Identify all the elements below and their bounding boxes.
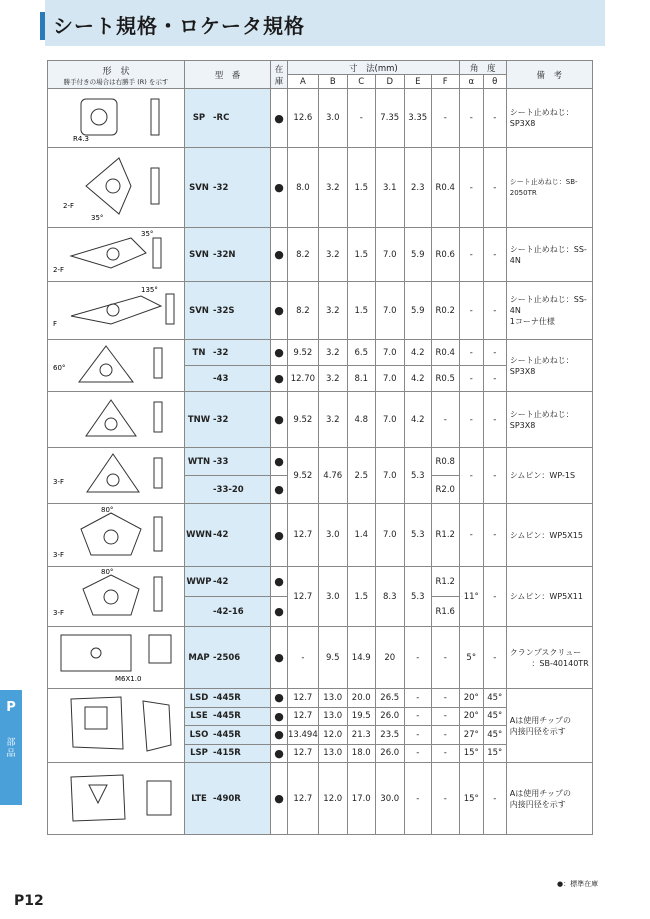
cell-e: 3.35 (404, 89, 431, 148)
header-dim-c: C (347, 75, 375, 89)
cell-theta: - (483, 448, 506, 504)
header-dim-a: A (288, 75, 319, 89)
stock-mark: ● (271, 148, 288, 228)
cell-b: 13.0 (318, 744, 347, 763)
cell-a: 8.0 (288, 148, 319, 228)
table-row (48, 567, 593, 597)
cell-theta: - (483, 392, 506, 448)
header-angle-theta: θ (483, 75, 506, 89)
header-angle: 角 度 (459, 61, 506, 75)
model-cell: -42-16 (185, 597, 271, 627)
remark-cell: シムピン：WP-1S (506, 448, 592, 504)
cell-alpha: 11° (459, 567, 483, 627)
side-tab-label: 部品 (6, 738, 16, 759)
cell-a: 8.2 (288, 282, 319, 340)
svg-text:2-F: 2-F (63, 202, 75, 210)
cell-c: 19.5 (347, 707, 375, 726)
cell-alpha: 15° (459, 744, 483, 763)
svg-text:80°: 80° (101, 568, 114, 576)
svg-text:M6X1.0: M6X1.0 (115, 675, 142, 683)
cell-e: 5.3 (404, 448, 431, 504)
remark-cell: Aは使用チップの 内接円径を示す (506, 689, 592, 763)
cell-b: 12.0 (318, 763, 347, 835)
cell-f: - (431, 707, 459, 726)
cell-e: 5.3 (404, 504, 431, 567)
table-row (48, 504, 593, 567)
remark-cell: シート止めねじ：SP3X8 (506, 89, 592, 148)
stock-mark: ● (271, 282, 288, 340)
cell-b: 3.2 (318, 392, 347, 448)
cell-d: 7.0 (375, 366, 404, 392)
remark-cell: シート止めねじ：SP3X8 (506, 392, 592, 448)
svg-text:35°: 35° (141, 230, 154, 238)
header-stock: 在 庫 (271, 61, 288, 89)
cell-f: R0.4 (431, 340, 459, 366)
table-row (48, 340, 593, 366)
cell-theta: - (483, 340, 506, 366)
cell-alpha: 20° (459, 689, 483, 708)
cell-c: 1.5 (347, 282, 375, 340)
cell-f: R1.6 (431, 597, 459, 627)
cell-c: 1.5 (347, 228, 375, 282)
cell-b: 3.0 (318, 567, 347, 627)
cell-theta: 45° (483, 726, 506, 745)
cell-f: - (431, 744, 459, 763)
page-number: P12 (14, 893, 44, 909)
cell-c: 14.9 (347, 627, 375, 689)
cell-b: 13.0 (318, 707, 347, 726)
cell-alpha: - (459, 366, 483, 392)
shape-map-diagram (48, 627, 185, 689)
cell-alpha: - (459, 89, 483, 148)
cell-a: 13.494 (288, 726, 319, 745)
cell-a: 12.7 (288, 763, 319, 835)
cell-d: 7.0 (375, 282, 404, 340)
cell-f: R0.4 (431, 148, 459, 228)
cell-d: 7.0 (375, 504, 404, 567)
model-cell: LSD -445R (185, 689, 271, 708)
cell-a: 12.7 (288, 504, 319, 567)
cell-b: 3.2 (318, 228, 347, 282)
stock-mark: ● (271, 744, 288, 763)
cell-e: - (404, 726, 431, 745)
cell-theta: - (483, 228, 506, 282)
header-dim-e: E (404, 75, 431, 89)
cell-b: 3.2 (318, 340, 347, 366)
cell-e: 4.2 (404, 340, 431, 366)
cell-f: - (431, 392, 459, 448)
shape-svn-diagram (48, 148, 185, 228)
table-row (48, 89, 593, 148)
cell-f: - (431, 763, 459, 835)
table-row (48, 282, 593, 340)
shape-tn-diagram (48, 340, 185, 392)
table-row (48, 392, 593, 448)
cell-theta: - (483, 148, 506, 228)
cell-c: 1.5 (347, 567, 375, 627)
stock-mark: ● (271, 476, 288, 504)
cell-alpha: - (459, 282, 483, 340)
cell-b: 3.0 (318, 89, 347, 148)
cell-f: R0.2 (431, 282, 459, 340)
model-cell: TNW -32 (185, 392, 271, 448)
cell-d: 7.0 (375, 392, 404, 448)
cell-theta: - (483, 366, 506, 392)
shape-sp-diagram (48, 89, 185, 148)
stock-mark: ● (271, 689, 288, 708)
table-row (48, 148, 593, 228)
cell-a: 9.52 (288, 340, 319, 366)
table-row (48, 689, 593, 708)
remark-cell: シムピン：WP5X11 (506, 567, 592, 627)
header-angle-alpha: α (459, 75, 483, 89)
cell-c: 17.0 (347, 763, 375, 835)
cell-e: 5.9 (404, 228, 431, 282)
cell-e: - (404, 627, 431, 689)
shape-svn-n-diagram (48, 228, 185, 282)
footnote: ●：標準在庫 (557, 880, 599, 888)
cell-d: 23.5 (375, 726, 404, 745)
stock-mark: ● (271, 448, 288, 476)
cell-a: 12.7 (288, 567, 319, 627)
cell-d: 8.3 (375, 567, 404, 627)
cell-alpha: 20° (459, 707, 483, 726)
svg-text:60°: 60° (53, 364, 66, 372)
cell-c: - (347, 89, 375, 148)
model-cell: SVN -32S (185, 282, 271, 340)
cell-a: 9.52 (288, 448, 319, 504)
cell-b: 12.0 (318, 726, 347, 745)
cell-theta: - (483, 627, 506, 689)
model-cell: TN -32 (185, 340, 271, 366)
cell-e: 5.3 (404, 567, 431, 627)
cell-b: 4.76 (318, 448, 347, 504)
cell-e: - (404, 763, 431, 835)
header-dim-b: B (318, 75, 347, 89)
cell-a: - (288, 627, 319, 689)
shape-tnw-diagram (48, 392, 185, 448)
cell-alpha: - (459, 448, 483, 504)
stock-mark: ● (271, 504, 288, 567)
spec-table (47, 60, 593, 835)
stock-mark: ● (271, 597, 288, 627)
cell-d: 26.5 (375, 689, 404, 708)
header-dim-d: D (375, 75, 404, 89)
cell-c: 21.3 (347, 726, 375, 745)
table-row (48, 627, 593, 689)
model-cell: LSE -445R (185, 707, 271, 726)
svg-text:135°: 135° (141, 286, 158, 294)
cell-alpha: - (459, 148, 483, 228)
cell-a: 12.70 (288, 366, 319, 392)
cell-d: 7.35 (375, 89, 404, 148)
shape-svn-s-diagram (48, 282, 185, 340)
cell-b: 9.5 (318, 627, 347, 689)
stock-mark: ● (271, 89, 288, 148)
svg-text:F: F (53, 320, 58, 328)
table-row (48, 763, 593, 835)
header-shape: 形 状 勝手付きの場合は右勝手 (R) を示す (48, 61, 185, 89)
cell-e: 4.2 (404, 392, 431, 448)
cell-alpha: - (459, 340, 483, 366)
cell-c: 20.0 (347, 689, 375, 708)
cell-c: 18.0 (347, 744, 375, 763)
remark-cell: クランプスクリュー ：SB-40140TR (506, 627, 592, 689)
cell-d: 7.0 (375, 448, 404, 504)
cell-alpha: - (459, 504, 483, 567)
cell-d: 30.0 (375, 763, 404, 835)
remark-cell: シート止めねじ：SS-4N 1コーナ仕様 (506, 282, 592, 340)
cell-d: 26.0 (375, 707, 404, 726)
header-dims: 寸 法(mm) (288, 61, 460, 75)
cell-f: R0.8 (431, 448, 459, 476)
cell-d: 26.0 (375, 744, 404, 763)
cell-a: 12.7 (288, 744, 319, 763)
cell-d: 7.0 (375, 340, 404, 366)
model-cell: WWN -42 (185, 504, 271, 567)
remark-cell: シート止めねじ：SP3X8 (506, 340, 592, 392)
cell-theta: - (483, 504, 506, 567)
cell-theta: - (483, 89, 506, 148)
stock-mark: ● (271, 726, 288, 745)
cell-b: 3.2 (318, 282, 347, 340)
model-cell: WTN -33 (185, 448, 271, 476)
table-row (48, 448, 593, 476)
cell-d: 3.1 (375, 148, 404, 228)
model-cell: LSP -415R (185, 744, 271, 763)
cell-a: 9.52 (288, 392, 319, 448)
cell-c: 6.5 (347, 340, 375, 366)
model-cell: SVN -32N (185, 228, 271, 282)
cell-a: 8.2 (288, 228, 319, 282)
cell-f: - (431, 689, 459, 708)
cell-f: R0.6 (431, 228, 459, 282)
stock-mark: ● (271, 366, 288, 392)
cell-e: - (404, 707, 431, 726)
cell-d: 7.0 (375, 228, 404, 282)
cell-theta: - (483, 567, 506, 627)
svg-text:R4.3: R4.3 (73, 135, 89, 143)
cell-b: 3.0 (318, 504, 347, 567)
cell-alpha: 5° (459, 627, 483, 689)
cell-alpha: - (459, 392, 483, 448)
cell-c: 4.8 (347, 392, 375, 448)
cell-theta: 45° (483, 707, 506, 726)
side-tab-letter: P (6, 700, 16, 715)
cell-alpha: - (459, 228, 483, 282)
cell-theta: - (483, 282, 506, 340)
shape-ls-diagram (48, 689, 185, 763)
model-cell: WWP -42 (185, 567, 271, 597)
stock-mark: ● (271, 340, 288, 366)
cell-c: 8.1 (347, 366, 375, 392)
svg-text:35°: 35° (91, 214, 104, 222)
cell-f: R2.0 (431, 476, 459, 504)
model-cell: LTE -490R (185, 763, 271, 835)
stock-mark: ● (271, 392, 288, 448)
cell-a: 12.7 (288, 707, 319, 726)
model-cell: LSO -445R (185, 726, 271, 745)
cell-c: 2.5 (347, 448, 375, 504)
cell-f: - (431, 726, 459, 745)
remark-cell: シムピン：WP5X15 (506, 504, 592, 567)
cell-f: R0.5 (431, 366, 459, 392)
cell-b: 3.2 (318, 366, 347, 392)
header-dim-f: F (431, 75, 459, 89)
model-cell: -33-20 (185, 476, 271, 504)
cell-b: 3.2 (318, 148, 347, 228)
stock-mark: ● (271, 228, 288, 282)
cell-f: - (431, 627, 459, 689)
cell-b: 13.0 (318, 689, 347, 708)
cell-a: 12.6 (288, 89, 319, 148)
stock-mark: ● (271, 567, 288, 597)
cell-f: R1.2 (431, 504, 459, 567)
shape-wwp-diagram (48, 567, 185, 627)
title-accent (40, 12, 45, 40)
shape-lte-diagram (48, 763, 185, 835)
header-remarks: 備 考 (506, 61, 592, 89)
model-cell: MAP -2506 (185, 627, 271, 689)
cell-d: 20 (375, 627, 404, 689)
stock-mark: ● (271, 763, 288, 835)
cell-theta: 45° (483, 689, 506, 708)
cell-f: R1.2 (431, 567, 459, 597)
cell-e: - (404, 689, 431, 708)
remark-cell: Aは使用チップの 内接円径を示す (506, 763, 592, 835)
cell-c: 1.5 (347, 148, 375, 228)
table-row (48, 228, 593, 282)
cell-a: 12.7 (288, 689, 319, 708)
shape-wtn-diagram (48, 448, 185, 504)
stock-mark: ● (271, 627, 288, 689)
model-cell: -43 (185, 366, 271, 392)
svg-text:80°: 80° (101, 505, 114, 514)
svg-text:3-F: 3-F (53, 609, 65, 617)
remark-cell: シート止めねじ：SS-4N (506, 228, 592, 282)
header-model: 型 番 (185, 61, 271, 89)
remark-cell: シート止めねじ：SB-2050TR (506, 148, 592, 228)
shape-wwn-diagram (48, 504, 185, 567)
cell-f: - (431, 89, 459, 148)
svg-text:3-F: 3-F (53, 478, 65, 486)
stock-mark: ● (271, 707, 288, 726)
page-title: シート規格・ロケータ規格 (53, 14, 305, 38)
cell-theta: 15° (483, 744, 506, 763)
svg-text:3-F: 3-F (53, 550, 65, 559)
cell-alpha: 15° (459, 763, 483, 835)
cell-c: 1.4 (347, 504, 375, 567)
cell-alpha: 27° (459, 726, 483, 745)
cell-e: 2.3 (404, 148, 431, 228)
cell-e: 4.2 (404, 366, 431, 392)
model-cell: SVN -32 (185, 148, 271, 228)
svg-text:2-F: 2-F (53, 266, 65, 274)
cell-e: 5.9 (404, 282, 431, 340)
cell-theta: - (483, 763, 506, 835)
cell-e: - (404, 744, 431, 763)
model-cell: SP -RC (185, 89, 271, 148)
